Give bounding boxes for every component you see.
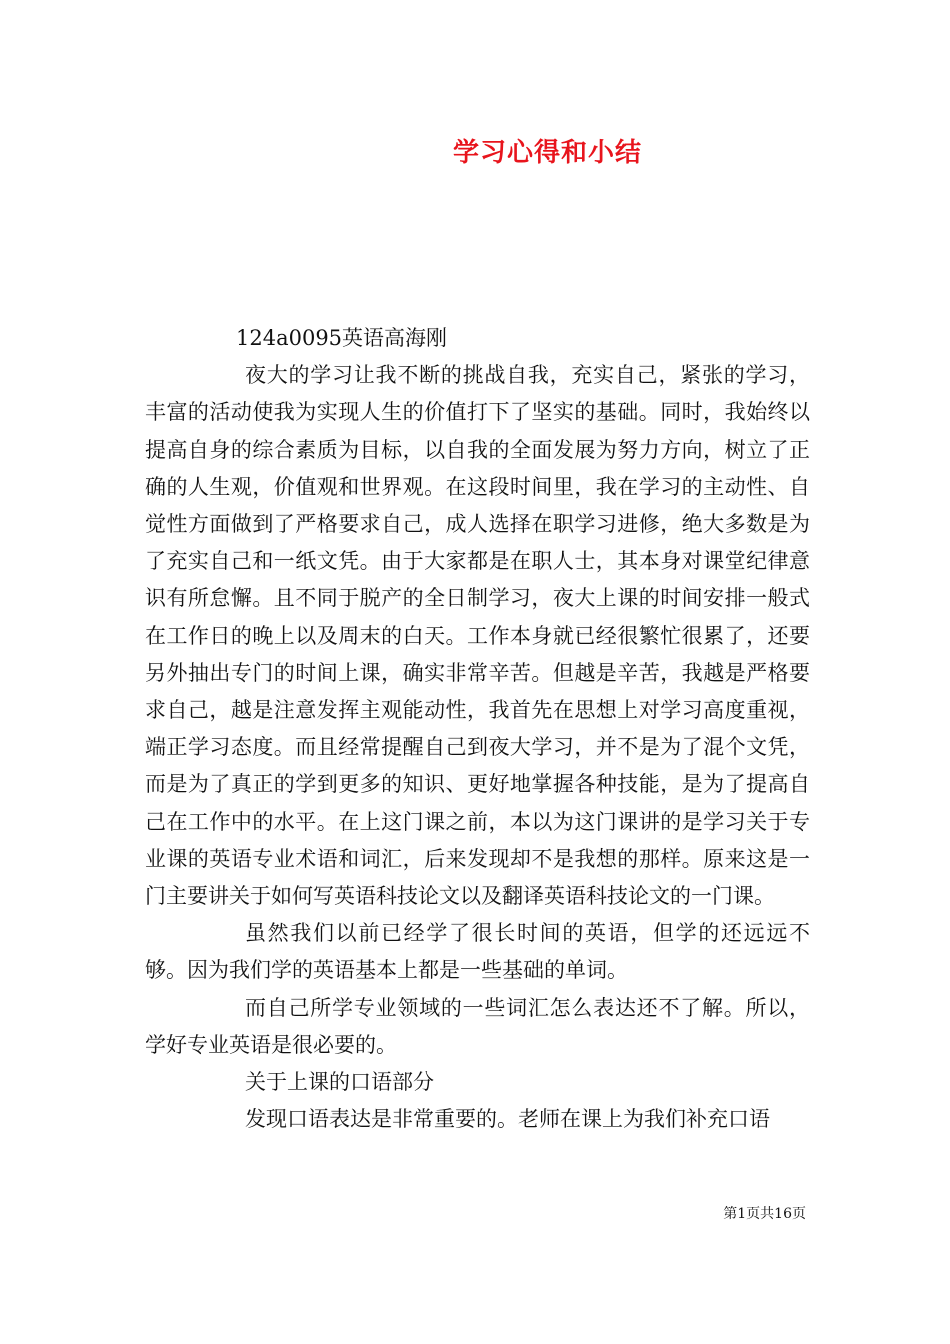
paragraph-1: 夜大的学习让我不断的挑战自我，充实自己，紧张的学习，丰富的活动使我为实现人生的价值打下了坚实的基础。同时，我始终以提高自身的综合素质为目标，以自我的全面发展为努力方向，树立了正确的人生观，价值观和世界观。在这段时间里，我在学习的主动性、自觉性方面做到了严格要求自己，成人选择在职学习进修，绝大多数是为了充实自己和一纸文凭。由于大家都是在职人士，其本身对课堂纪律意识有所怠懈。且不同于脱产的全日制学习，夜大上课的时间安排一般式在工作日的晚上以及周末的白天。工作本身就已经很繁忙很累了，还要另外抽出专门的时间上课，确实非常辛苦。但越是辛苦，我越是严格要求自己，越是注意发挥主观能动性，我首先在思想上对学习高度重视，端正学习态度。而且经常提醒自己到夜大学习，并不是为了混个文凭，而是为了真正的学到更多的知识、更好地掌握各种技能，是为了提高自己在工作中的水平。在上这门课之前，本以为这门课讲的是学习关于专业课的英语专业术语和词汇，后来发现却不是我想的那样。原来这是一门主要讲关于如何写英语科技论文以及翻译英语科技论文的一门课。 bbox=[145, 363, 810, 909]
paragraph-5: 发现口语表达是非常重要的。老师在课上为我们补充口语 bbox=[245, 1107, 770, 1132]
paragraph-2: 虽然我们以前已经学了很长时间的英语，但学的还远远不够。因为我们学的英语基本上都是一些基础的单词。 bbox=[145, 921, 810, 983]
paragraph-4: 关于上课的口语部分 bbox=[245, 1070, 434, 1095]
paragraph-3: 而自己所学专业领域的一些词汇怎么表达还不了解。所以，学好专业英语是很必要的。 bbox=[145, 995, 810, 1057]
page-number-footer: 第1页共16页 bbox=[723, 1206, 806, 1222]
author-line: 124a0095英语高海刚 bbox=[236, 326, 448, 350]
document-body bbox=[145, 320, 810, 1138]
document-title: 学习心得和小结 bbox=[452, 138, 642, 168]
